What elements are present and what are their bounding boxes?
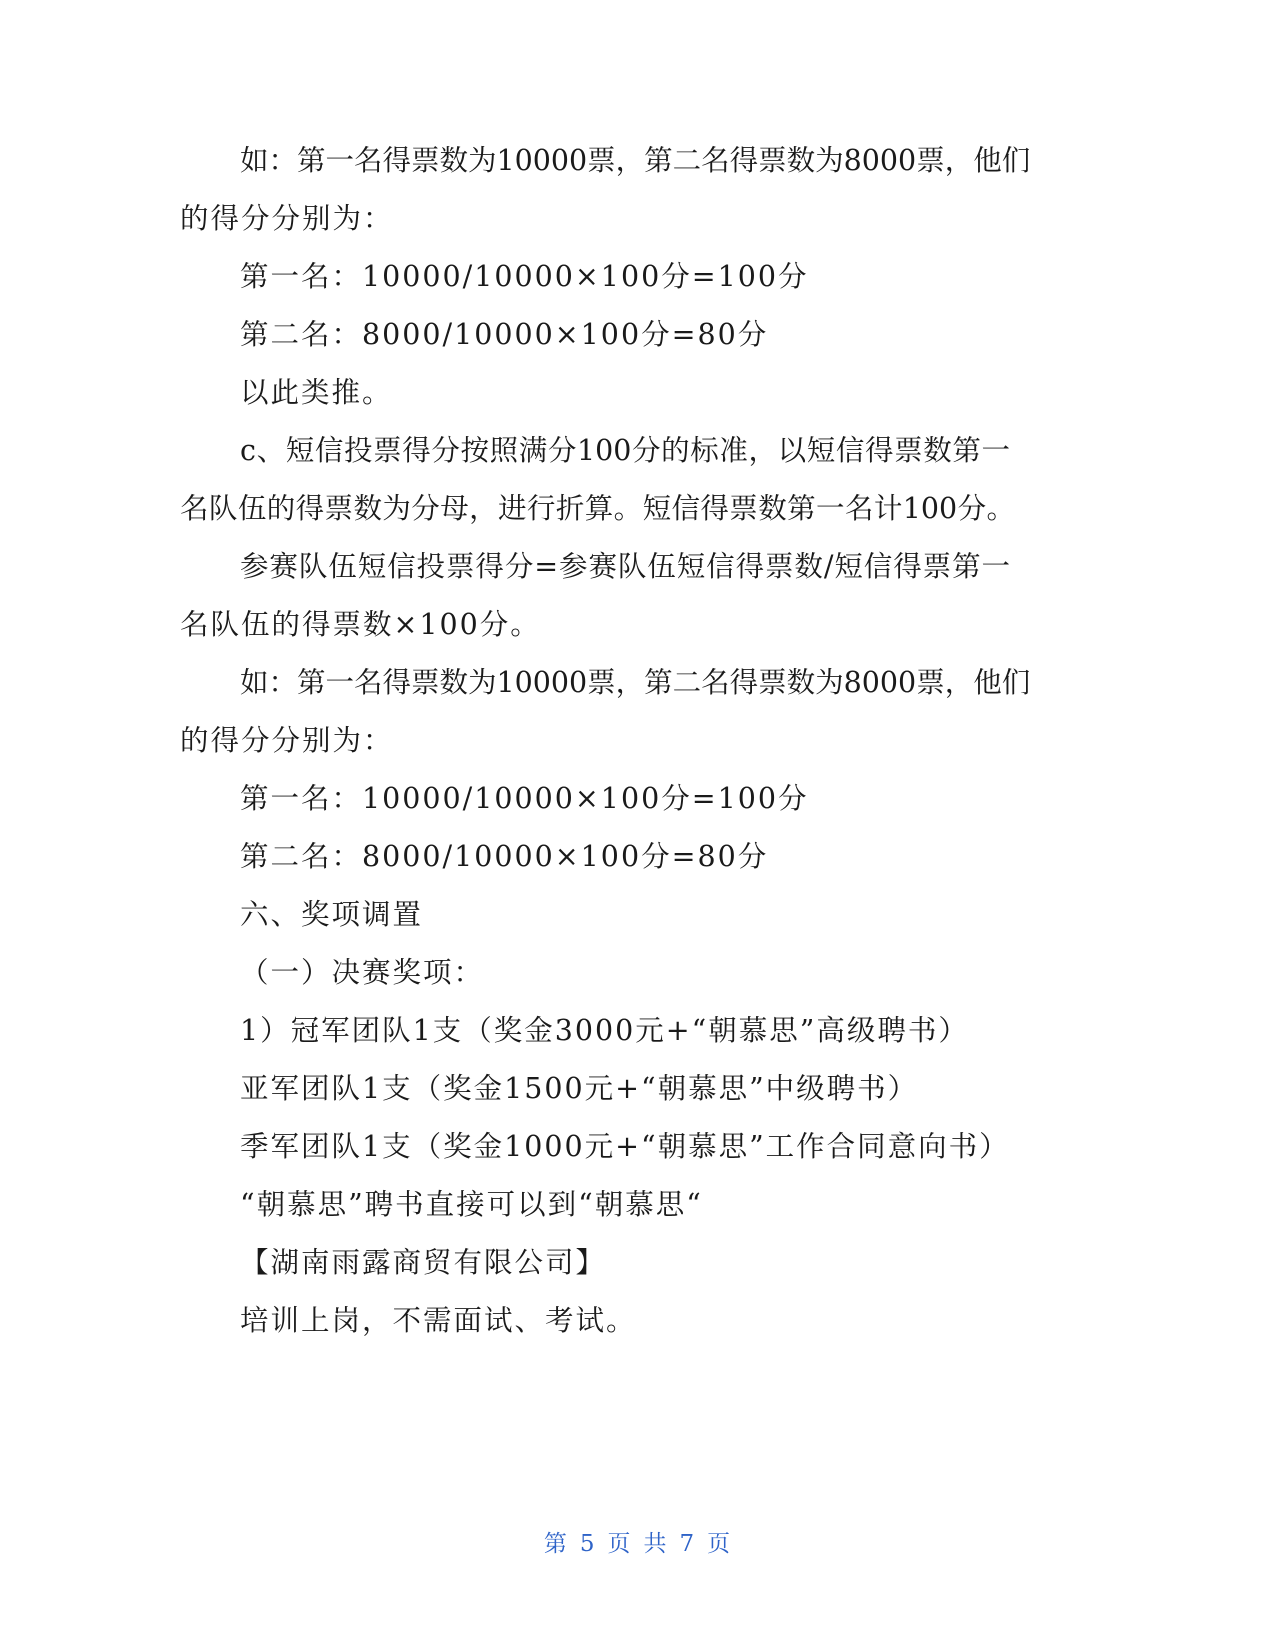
footer-label: 页 — [607, 1531, 632, 1557]
award-item: 季军团队1支（奖金1000元+“朝慕思”工作合同意向书） — [240, 1130, 1010, 1163]
paragraph-line: “朝慕思”聘书直接可以到“朝慕思“ — [240, 1188, 703, 1221]
paragraph-line: 培训上岗，不需面试、考试。 — [240, 1304, 637, 1337]
paragraph-line: 以此类推。 — [240, 376, 393, 409]
paragraph-line: 第二名：8000/10000×100分=80分 — [240, 840, 769, 873]
paragraph-line: 如：第一名得票数为10000票，第二名得票数为8000票，他们 — [240, 666, 1031, 699]
paragraph-line: 参赛队伍短信投票得分=参赛队伍短信得票数/短信得票第一 — [240, 550, 1010, 583]
total-page-number: 7 — [679, 1531, 696, 1557]
paragraph-line: 名队伍的得票数×100分。 — [180, 608, 541, 641]
paragraph-line: 的得分分别为： — [180, 724, 394, 757]
footer-label: 第 — [543, 1531, 568, 1557]
paragraph-line: 第一名：10000/10000×100分=100分 — [240, 782, 809, 815]
section-heading: 六、奖项调置 — [240, 898, 424, 931]
page-footer — [0, 1528, 1275, 1560]
company-name: 【湖南雨露商贸有限公司】 — [240, 1246, 607, 1279]
footer-label: 页 — [707, 1531, 732, 1557]
paragraph-line: 第一名：10000/10000×100分=100分 — [240, 260, 809, 293]
paragraph-line: 第二名：8000/10000×100分=80分 — [240, 318, 769, 351]
current-page-number: 5 — [579, 1531, 596, 1557]
subsection-heading: （一）决赛奖项： — [240, 956, 485, 989]
paragraph-line: c、短信投票得分按照满分100分的标准，以短信得票数第一 — [240, 434, 1010, 467]
paragraph-line: 的得分分别为： — [180, 202, 394, 235]
award-item: 亚军团队1支（奖金1500元+“朝慕思”中级聘书） — [240, 1072, 919, 1105]
paragraph-line: 如：第一名得票数为10000票，第二名得票数为8000票，他们 — [240, 144, 1031, 177]
paragraph-line: 名队伍的得票数为分母，进行折算。短信得票数第一名计100分。 — [180, 492, 1015, 525]
award-item: 1）冠军团队1支（奖金3000元+“朝慕思”高级聘书） — [240, 1014, 969, 1047]
footer-label: 共 — [643, 1531, 668, 1557]
